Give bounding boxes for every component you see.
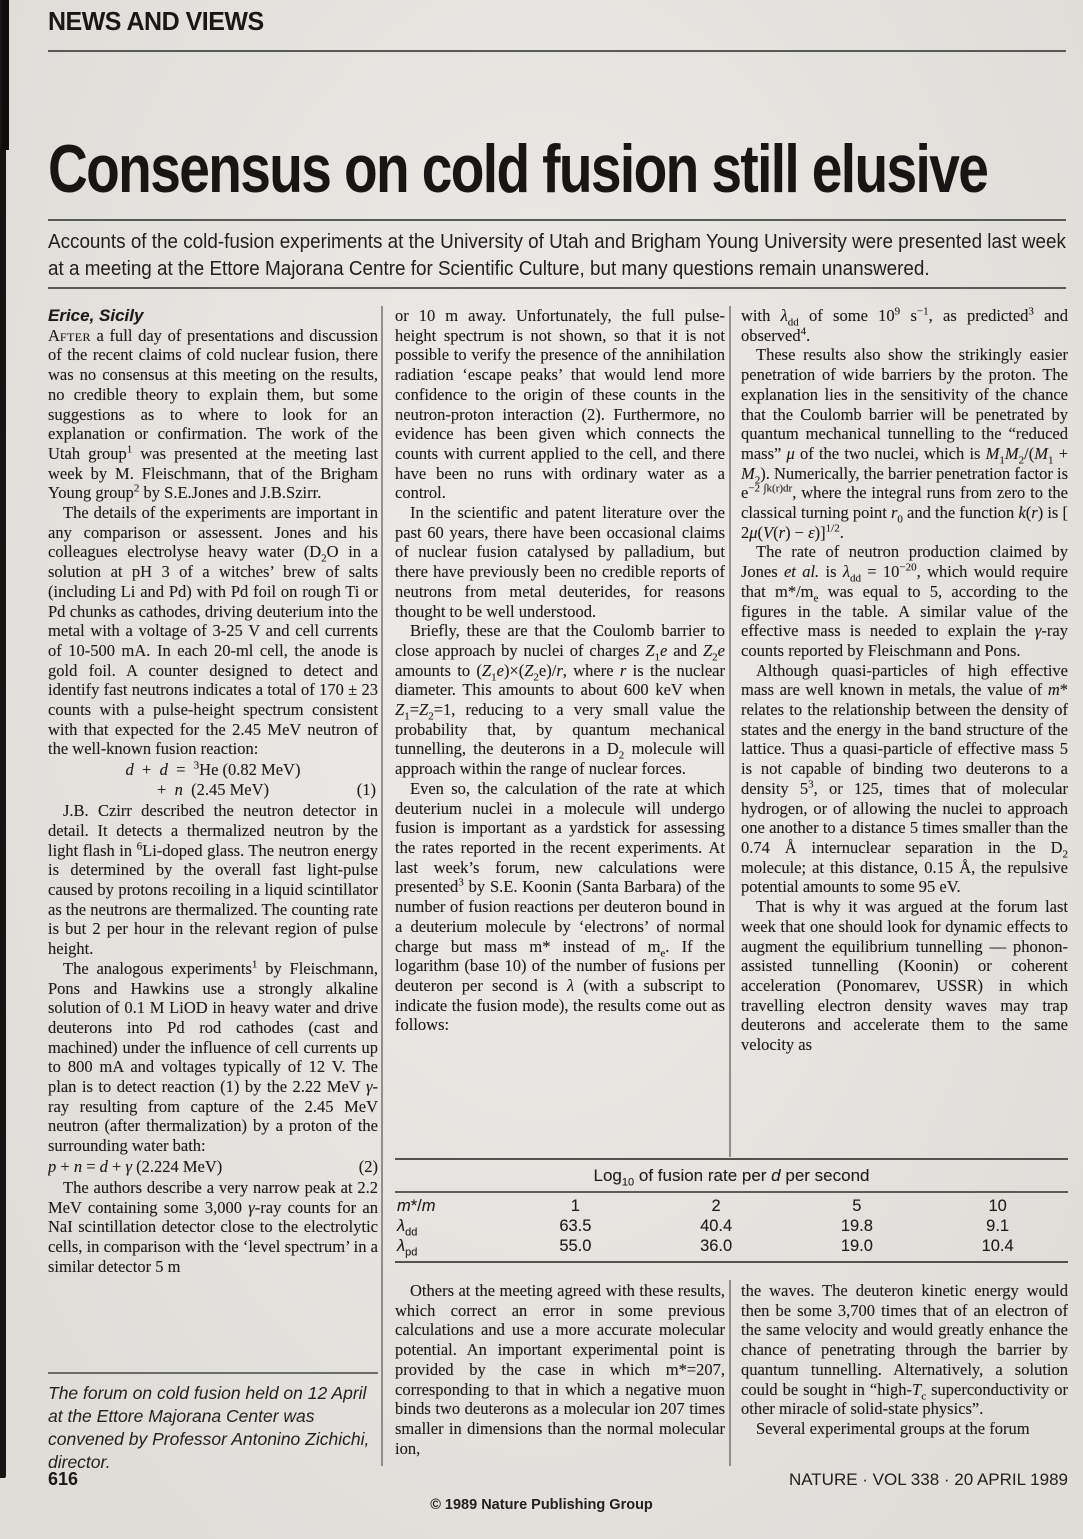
scan-edge-artifact-top: [2, 0, 9, 150]
table-cell: 10.4: [981, 1236, 1014, 1255]
table-header-value: 1: [570, 1196, 580, 1215]
paragraph: The rate of neutron production claimed by Jones et al. is $\lambda_{dd} = 10^{-20}$, which would require that $m*/m_e$ was equal to 5, according to the figures in the table. A similar value of the effective mass is needed to explain the γ-ray counts reported by Fleischmann and Pons.: [741, 542, 1068, 660]
table-cell: 36.0: [700, 1236, 733, 1255]
column-rule-2-upper: [729, 306, 731, 1157]
table-cell: 40.4: [700, 1216, 733, 1235]
paragraph: Although quasi-particles of high effective mass are well known in metals, the value of m* relates to the relationship between the density of states and the energy in the band structure of the lattice. Thus a quasi-particle of effective mass 5 is not capable of binding two deuterons to a density $5^3$, or 125, times that of molecular hydrogen, or of allowing the nuclei to approach one another to a distance 5 times smaller than the 0.74 Å internuclear separation in the $D_2$ molecule; at this distance, 0.15 Å, the repulsive potential amounts to some 95 eV.: [741, 660, 1068, 897]
paragraph: Several experimental groups at the forum: [756, 1418, 1030, 1438]
standfirst-rule: [48, 287, 1066, 289]
bottom-column-right: [741, 1281, 1068, 1465]
table-header-label: m*/m: [397, 1196, 436, 1215]
article-standfirst: Accounts of the cold-fusion experiments at the University of Utah and Brigham Young University were presented last week at a meeting at the Ettore Majorana Centre for Scientific Culture, but many questions remain unanswered.: [48, 230, 1066, 280]
body-column-2: [395, 306, 725, 1156]
paragraph: The authors describe a very narrow peak at 2.2 MeV containing some 3,000 γ-ray counts for an NaI scintillation detector close to the electrolytic cells, in comparison with the ‘level spectrum’ in a similar detector 5 m: [48, 1177, 378, 1276]
paragraph: J.B. Czirr described the neutron detector in detail. It detects a thermalized neutron by the light flash in $^6$Li-doped glass. The neutron energy is determined by the overall fast light-pulse caused by protons recoiling in a liquid scintillator as the neutrons are thermalized. The counting rate is but 2 per hour in the relevant region of pulse height.: [48, 801, 378, 959]
page-number: 616: [48, 1469, 79, 1489]
paragraph: Others at the meeting agreed with these results, which correct an error in some previous calculations and use a more accurate molecular potential. An important experimental point is provided by the case in which m*=207, corresponding to that in which a negative muon binds two deuterons as a molecular ion 207 times smaller in dimensions than the normal molecular ion,: [395, 1281, 725, 1458]
table-row-label: $\lambda_{pd}$: [397, 1236, 418, 1258]
table-cell: 9.1: [986, 1216, 1010, 1235]
equation-2: [48, 1157, 378, 1177]
equation-1: [48, 760, 378, 800]
copyright-notice: © 1989 Nature Publishing Group: [430, 1497, 653, 1513]
table-bottom-rule: [395, 1261, 1068, 1263]
table-cell: 19.0: [840, 1236, 873, 1255]
equation-1-line-2-text: + n (2.45 MeV): [157, 780, 269, 800]
footnote-rule: [48, 1372, 378, 1374]
paragraph: Briefly, these are that the Coulomb barrier to close approach by nuclei of charges $Z_1e$ and $Z_2e$ amounts to $(Z_1e)\times(Z_2e)/r$, where r is the nuclear diameter. This amounts to about 600 keV when $Z_1=Z_2=1$, reducing to a very small value the probability that, by quantum mechanical tunnelling, the deuterons in a $D_2$ molecule will approach within the range of nuclear forces.: [395, 621, 725, 779]
table-top-rule: [395, 1158, 1068, 1160]
paragraph: That is why it was argued at the forum last week that one should look for dynamic effects to augment the equilibrium tunnelling — phonon-assisted tunnelling (Koonin) or coherent acceleration (Ponomarev, USSR) in which travelling electron density waves may trap deuterons and accelerate them to the same velocity as: [741, 897, 1068, 1055]
table-cell: 55.0: [559, 1236, 592, 1255]
body-column-3: [741, 306, 1068, 1156]
table-cell: 63.5: [559, 1216, 592, 1235]
table-cell: 19.8: [840, 1216, 873, 1235]
paragraph: The analogous experiments$^1$ by Fleischmann, Pons and Hawkins use a strongly alkaline solution of 0.1 M LiOD in heavy water and drive deuterons into Pd rod cathodes (cast and machined) under the influence of cell currents up to 800 mA and voltages typically of 12 V. The plan is to detect reaction (1) by the 2.22 MeV γ-ray resulting from capture of the 2.45 MeV neutron (after thermalization) by a proton of the surrounding water bath:: [48, 958, 378, 1156]
paragraph: Even so, the calculation of the rate at which deuterium nuclei in a molecule will undergo fusion is important as a yardstick for assessing the rates reported in the recent experiments. At last week’s forum, new calculations were presented$^3$ by S.E. Koonin (Santa Barbara) of the number of fusion reactions per deuteron bound in a deuterium molecule by ‘electrons’ of normal charge but mass m* instead of $m_e$. If the logarithm (base 10) of the number of fusions per deuteron per second is λ (with a subscript to indicate the fusion mode), the results come out as follows:: [395, 778, 725, 1035]
article-headline: Consensus on cold fusion still elusive: [48, 131, 988, 207]
table-header-value: 10: [988, 1196, 1007, 1215]
table-header-value: 2: [711, 1196, 721, 1215]
equation-1-number: (1): [356, 780, 376, 800]
table-body: [395, 1193, 1068, 1261]
paragraph: In the scientific and patent literature over the past 60 years, there have been occasional claims of nuclear fusion catalysed by palladium, but there have previously been no credible reports of neutrons from metal deuterides, for reasons thought to be well understood.: [395, 503, 725, 621]
dateline: Erice, Sicily: [48, 306, 144, 325]
fusion-rate-table: [395, 1158, 1068, 1263]
bottom-column-left: [395, 1281, 725, 1465]
paragraph: After a full day of presentations and discussion of the recent claims of cold nuclear fusion, there was no consensus at this meeting on the results, no credible theory to explain them, but some suggestions as to where to look for an explanation or confirmation. The work of the Utah group$^1$ was presented at the meeting last week by M. Fleischmann, that of the Brigham Young group$^2$ by S.E.Jones and J.B.Szirr.: [48, 325, 378, 503]
equation-2-number: (2): [358, 1156, 378, 1176]
headline-rule: [48, 219, 1066, 221]
paragraph: These results also show the strikingly easier penetration of wide barriers by the proton. The explanation lies in the sensitivity of the chance that the Coulomb barrier will be penetrated by quantum mechanical tunnelling to the “reduced mass” μ of the two nuclei, which is $M_1M_2/(M_1 + M_2)$. Numerically, the barrier penetration factor is $e^{-2 \int k(r)dr}$, where the integral runs from zero to the classical turning point $r_0$ and the function k(r) is [ 2μ(V(r) − ε)]$^{1/2}$.: [741, 345, 1068, 542]
table-header-rule: [395, 1191, 1068, 1193]
paragraph: The details of the experiments are important in any comparison or assessent. Jones and his colleagues electrolyse heavy water ($D_2O$ in a solution at pH 3 of a witches’ brew of salts (including Li and Pd) with Pd foil on rough Ti or Pd chunks as cathodes, driving deuterium into the metal with a voltage of 3-25 V and cell currents of 10-500 mA. In each 20-ml cell, the anode is gold foil. A counter designed to detect and identify fast neutrons indicates a total of 170 ± 23 counts with a pulse-height spectrum consistent with that expected for the 2.45 MeV neutron of the well-known fusion reaction:: [48, 503, 378, 759]
equation-2-text: p + n = d + γ (2.224 MeV): [48, 1156, 223, 1176]
table-title: Log$_{10}$ of fusion rate per d per second: [593, 1166, 870, 1189]
body-column-1: [48, 306, 378, 1368]
paragraph: with $\lambda_{dd}$ of some $10^9$ $s^{-1}$, as predicted$^3$ and observed$^4$.: [741, 306, 1068, 345]
column-rule-2-lower: [729, 1280, 731, 1466]
table-header-value: 5: [852, 1196, 862, 1215]
article-footnote: The forum on cold fusion held on 12 April at the Ettore Majorana Center was convened by Professor Antonino Zichichi, director.: [48, 1383, 370, 1472]
scan-edge-artifact: [0, 0, 6, 1478]
equation-1-line-1: d + d = $^3$He (0.82 MeV): [125, 759, 301, 780]
column-rule-1: [381, 306, 383, 1466]
masthead-rule: [48, 50, 1066, 52]
paragraph: or 10 m away. Unfortunately, the full pulse-height spectrum is not shown, so that it is not possible to verify the presence of the annihilation radiation ‘escape peaks’ that would lend more confidence to the origin of these counts in the neutron-proton interaction (2). Furthermore, no evidence has been given which connects the counts with current applied to the cell, and there have been no runs with ordinary water as a control.: [395, 306, 725, 503]
journal-footer: NATURE · VOL 338 · 20 APRIL 1989: [788, 1470, 1068, 1489]
table-row-label: $\lambda_{dd}$: [397, 1216, 418, 1238]
section-masthead: NEWS AND VIEWS: [48, 6, 264, 36]
paragraph: the waves. The deuteron kinetic energy would then be some 3,700 times that of an electron of the same velocity and would greatly enhance the chance of penetrating through the barrier by quantum tunnelling. Alternatively, a solution could be sought in “$high-T_c$ superconductivity or other miracle of solid-state physics”.: [741, 1281, 1068, 1419]
equation-1-line-2: [48, 780, 378, 800]
